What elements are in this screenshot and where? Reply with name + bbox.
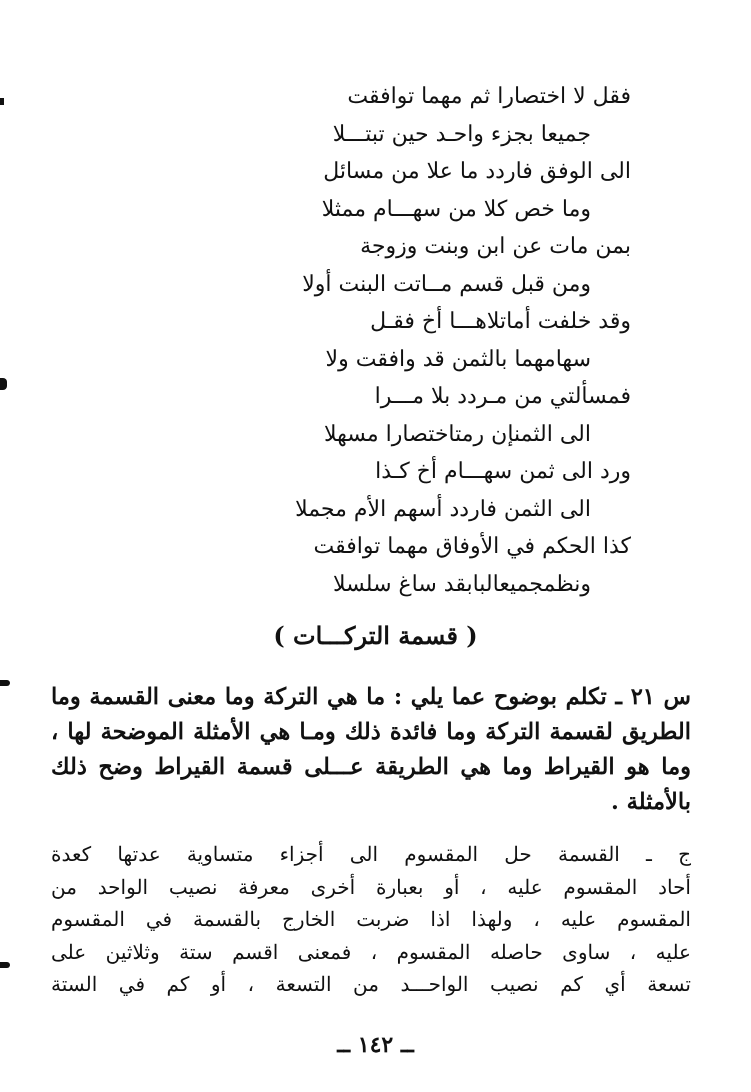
scan-edge-mark	[0, 98, 4, 105]
scan-edge-mark	[0, 680, 10, 686]
poem-verse: الى الثمنإن رمتاختصارا مسهلا	[324, 421, 591, 447]
poem-verse: جميعا بجزء واحـد حين تبتـــلا	[332, 121, 591, 147]
answer-line: عليه ، ساوى حاصله المقسوم ، فمعنى اقسم ستة وثلاثين على	[51, 939, 691, 964]
scan-edge-mark	[0, 378, 7, 390]
scan-edge-mark	[0, 962, 10, 968]
poem-verse: كذا الحكم في الأوفاق مهما توافقت	[313, 534, 631, 559]
answer-paragraph	[51, 838, 691, 1001]
poem-verse: الى الثمن فاردد أسهم الأم مجملا	[295, 496, 591, 522]
section-heading: ( قسمة التركـــات )	[273, 621, 478, 650]
question-paragraph: س ٢١ ـ تكلم بوضوح عما يلي : ما هي التركة وما معنى القسمة وما الطريق لقسمة التركة وما فائدة ذلك ومـا هي الأمثلة الموضحة لها ، وما هو القيراط وما هي الطريقة عـــلى قسمة القيراط وضح ذلك بالأمثلة .	[51, 684, 691, 815]
answer-line: ج ـ القسمة حل المقسوم الى أجزاء متساوية عدتها كعدة	[51, 842, 691, 866]
poem-verse: وما خص كلا من سهـــام ممثلا	[321, 196, 591, 222]
poem-verse: سهامهما بالثمن قد وافقت ولا	[325, 346, 591, 372]
poem-verse: وقد خلفت أماتلاهـــا أخ فقـل	[370, 309, 631, 334]
answer-line: تسعة أي كم نصيب الواحـــد من التسعة ، أو كم في الستة	[51, 972, 691, 996]
poem-verse: فمسألتي من مـردد بلا مـــرا	[374, 384, 631, 409]
poem-verse: الى الوفق فاردد ما علا من مسائل	[323, 159, 631, 184]
poem-verse: ونظمجميعالبابقد ساغ سلسلا	[333, 571, 591, 597]
page-number: ــ ١٤٢ ــ	[337, 1032, 414, 1058]
answer-line: أحاد المقسوم عليه ، أو بعبارة أخرى معرفة نصيب الواحد من	[51, 874, 691, 899]
poem-verse: بمن مات عن ابن وبنت وزوجة	[360, 234, 631, 259]
poem-verse: ورد الى ثمن سهـــام أخ كـذا	[375, 459, 631, 484]
poem-verse: ومن قبل قسم مــاتت البنت أولا	[302, 271, 591, 297]
answer-line: المقسوم عليه ، ولهذا اذا ضربت الخارج بالقسمة في المقسوم	[51, 907, 691, 931]
poem-verse: فقل لا اختصارا ثم مهما توافقت	[347, 84, 631, 109]
poem-block	[111, 78, 631, 603]
